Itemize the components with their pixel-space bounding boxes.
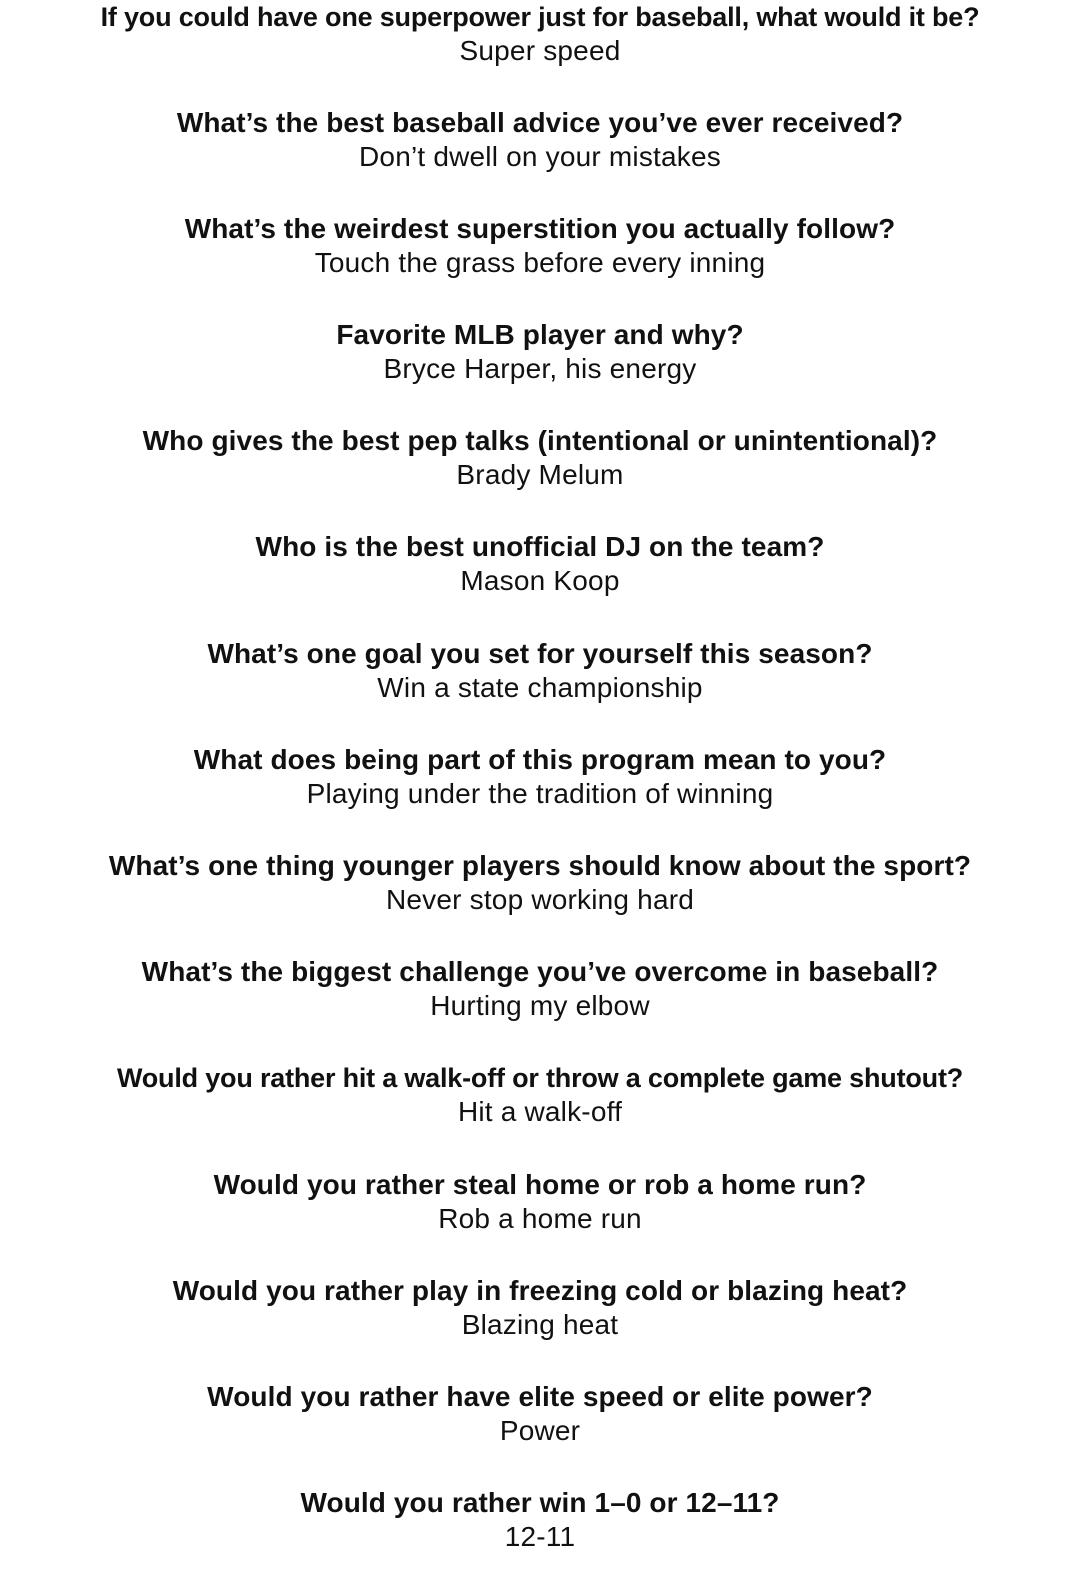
question: If you could have one superpower just for baseball, what would it be?	[100, 2, 980, 32]
question: Favorite MLB player and why?	[336, 319, 744, 350]
qa-item	[0, 1274, 1080, 1342]
question: Who gives the best pep talks (intentional or unintentional)?	[142, 425, 938, 456]
qa-item	[0, 637, 1080, 705]
answer: 12-11	[504, 1521, 576, 1552]
question: What’s one goal you set for yourself this season?	[207, 638, 873, 669]
qa-item	[0, 212, 1080, 280]
question: What’s the biggest challenge you’ve overcome in baseball?	[141, 956, 939, 987]
answer: Brady Melum	[456, 459, 624, 490]
answer: Never stop working hard	[385, 884, 695, 915]
qa-item	[0, 530, 1080, 598]
answer: Bryce Harper, his energy	[383, 353, 697, 384]
qa-item	[0, 106, 1080, 174]
answer: Touch the grass before every inning	[314, 247, 766, 278]
question: Would you rather hit a walk-off or throw a complete game shutout?	[116, 1063, 964, 1093]
answer: Hurting my elbow	[430, 990, 650, 1021]
qa-item	[0, 318, 1080, 386]
question: Would you rather have elite speed or elite power?	[207, 1381, 873, 1412]
question: Would you rather play in freezing cold or blazing heat?	[172, 1275, 908, 1306]
question: What’s the weirdest superstition you actually follow?	[184, 213, 896, 244]
qa-item	[0, 1486, 1080, 1554]
answer: Win a state championship	[377, 672, 703, 703]
qa-item	[0, 849, 1080, 917]
qa-item	[0, 424, 1080, 492]
answer: Don’t dwell on your mistakes	[359, 141, 721, 172]
question: What’s the best baseball advice you’ve ever received?	[176, 107, 904, 138]
qa-item	[0, 1168, 1080, 1236]
answer: Super speed	[459, 35, 621, 66]
answer: Power	[499, 1415, 581, 1446]
question: What does being part of this program mean to you?	[193, 744, 887, 775]
answer: Blazing heat	[461, 1309, 619, 1340]
qa-item	[0, 743, 1080, 811]
answer: Mason Koop	[460, 565, 620, 596]
qa-item	[0, 955, 1080, 1023]
qa-item	[0, 0, 1080, 68]
qa-item	[0, 1061, 1080, 1129]
answer: Playing under the tradition of winning	[306, 778, 774, 809]
question: Would you rather steal home or rob a home run?	[213, 1169, 867, 1200]
answer: Rob a home run	[438, 1203, 642, 1234]
question: Who is the best unofficial DJ on the team?	[255, 531, 825, 562]
question: Would you rather win 1–0 or 12–11?	[300, 1487, 780, 1518]
answer: Hit a walk-off	[457, 1096, 623, 1127]
question: What’s one thing younger players should know about the sport?	[108, 850, 972, 881]
qa-item	[0, 1380, 1080, 1448]
